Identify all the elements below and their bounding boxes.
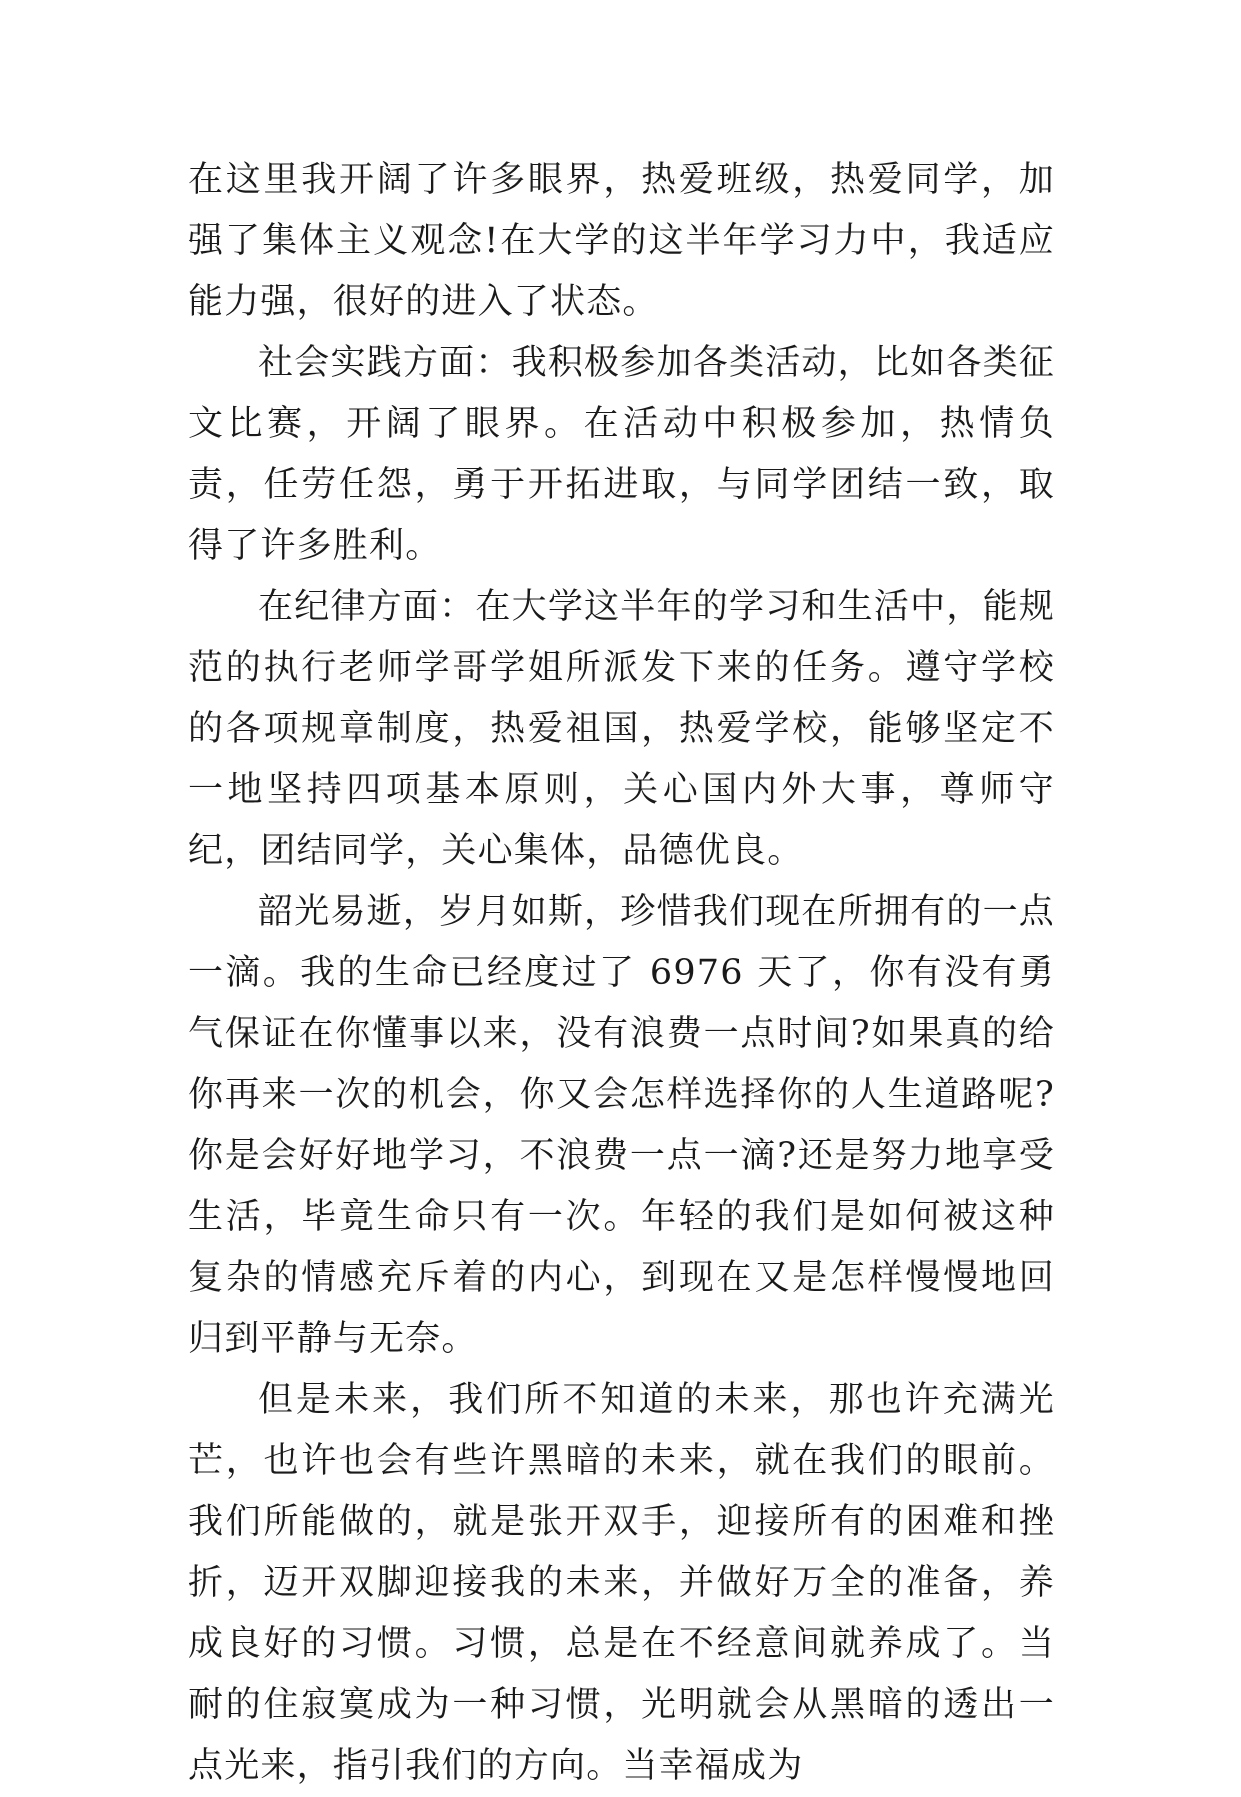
paragraph-continuation: 在这里我开阔了许多眼界，热爱班级，热爱同学，加强了集体主义观念!在大学的这半年学习力中，我适应能力强，很好的进入了状态。	[188, 160, 1055, 322]
paragraph-discipline: 在纪律方面：在大学这半年的学习和生活中，能规范的执行老师学哥学姐所派发下来的任务。遵守学校的各项规章制度，热爱祖国，热爱学校，能够坚定不一地坚持四项基本原则，关心国内外大事，尊师守纪，团结同学，关心集体，品德优良。	[188, 587, 1055, 871]
paragraph-social-practice: 社会实践方面：我积极参加各类活动，比如各类征文比赛，开阔了眼界。在活动中积极参加，热情负责，任劳任怨，勇于开拓进取，与同学团结一致，取得了许多胜利。	[188, 343, 1055, 566]
paragraph-future: 但是未来，我们所不知道的未来，那也许充满光芒，也许也会有些许黑暗的未来，就在我们的眼前。我们所能做的，就是张开双手，迎接所有的困难和挫折，迈开双脚迎接我的未来，并做好万全的准备，养成良好的习惯。习惯，总是在不经意间就养成了。当耐的住寂寞成为一种习惯，光明就会从黑暗的透出一点光来，指引我们的方向。当幸福成为	[188, 1380, 1055, 1786]
document-body	[188, 150, 1055, 1797]
paragraph-time: 韶光易逝，岁月如斯，珍惜我们现在所拥有的一点一滴。我的生命已经度过了 6976 天了，你有没有勇气保证在你懂事以来，没有浪费一点时间?如果真的给你再来一次的机会，你又会怎样选择你的人生道路呢?你是会好好地学习，不浪费一点一滴?还是努力地享受生活，毕竟生命只有一次。年轻的我们是如何被这种复杂的情感充斥着的内心，到现在又是怎样慢慢地回归到平静与无奈。	[188, 892, 1055, 1359]
